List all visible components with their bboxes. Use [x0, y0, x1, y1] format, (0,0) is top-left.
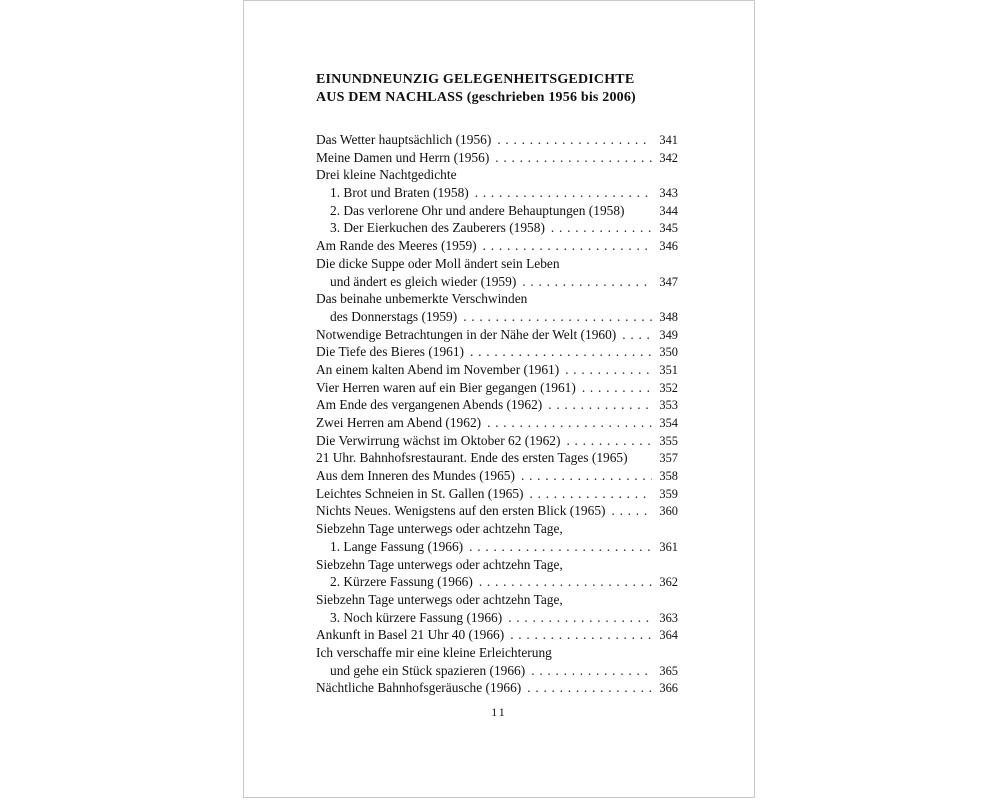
toc-entry-page: 350 [659, 345, 678, 360]
toc-entry [316, 343, 678, 361]
toc-entry-page: 345 [659, 221, 678, 236]
toc-entry-title: 3. Der Eierkuchen des Zauberers (1958) [330, 220, 545, 236]
toc-dot-leader [481, 414, 652, 432]
toc-dot-leader [542, 396, 652, 414]
toc-entry-title: 2. Das verlorene Ohr und andere Behauptungen (1958) [330, 202, 625, 218]
toc-dot-leader [525, 662, 652, 680]
toc-entry [316, 308, 678, 326]
page-content [316, 71, 678, 697]
toc-entry-title: Nichts Neues. Wenigstens auf den ersten Blick (1965) [316, 503, 606, 519]
toc-entry [316, 361, 678, 379]
toc-entry-page: 364 [659, 628, 678, 643]
toc-entry [316, 662, 678, 680]
toc-entry-title: Das Wetter hauptsächlich (1956) [316, 132, 492, 147]
toc-entry-title: Notwendige Betrachtungen in der Nähe der Welt (1960) [316, 326, 617, 342]
toc-entry [316, 626, 678, 644]
toc-dot-leader [524, 485, 652, 503]
section-heading-line-1: EINUNDNEUNZIG GELEGENHEITSGEDICHTE [316, 72, 635, 87]
toc-entry [316, 326, 678, 344]
toc-entry [316, 591, 678, 609]
toc-entry-page: 349 [659, 327, 678, 342]
toc-dot-leader [560, 432, 652, 450]
toc-entry-title: Aus dem Inneren des Mundes (1965) [316, 468, 515, 484]
toc-entry [316, 184, 678, 202]
toc-dot-leader [491, 131, 652, 149]
toc-entry [316, 255, 678, 273]
toc-dot-leader [469, 184, 652, 202]
toc-entry-page: 355 [659, 433, 678, 448]
toc-dot-leader [515, 467, 652, 485]
toc-dot-leader [521, 679, 652, 697]
toc-entry-title: Das beinahe unbemerkte Verschwinden [316, 291, 528, 307]
toc-entry [316, 432, 678, 450]
toc-entry-title: Zwei Herren am Abend (1962) [316, 415, 482, 430]
toc-entry [316, 273, 678, 291]
toc-entry [316, 290, 678, 308]
toc-entry-page: 362 [659, 575, 678, 590]
toc-dot-leader [616, 326, 652, 344]
toc-entry-title: Meine Damen und Herrn (1956) [316, 149, 490, 165]
toc-entry-page: 360 [659, 504, 678, 519]
section-heading-line-2: AUS DEM NACHLASS (geschrieben 1956 bis 2006) [316, 90, 636, 105]
toc-dot-leader [477, 237, 652, 255]
toc-entry [316, 237, 678, 255]
toc-entry-page: 344 [659, 203, 678, 218]
toc-entry-page: 359 [659, 486, 678, 501]
book-page [243, 0, 755, 798]
toc-entry-title: und ändert es gleich wieder (1959) [330, 273, 517, 289]
toc-entry [316, 609, 678, 627]
toc-entry-title: Am Ende des vergangenen Abends (1962) [316, 397, 543, 413]
toc-entry-title: 21 Uhr. Bahnhofsrestaurant. Ende des ersten Tages (1965) [316, 450, 628, 466]
toc-entry [316, 202, 678, 220]
toc-entry-page: 346 [659, 239, 678, 254]
toc-entry [316, 149, 678, 167]
toc-entry-title: Die Tiefe des Bieres (1961) [316, 344, 465, 360]
toc-entry-page: 341 [659, 133, 678, 147]
toc-entry-page: 357 [659, 451, 678, 466]
toc-entry-title: Ankunft in Basel 21 Uhr 40 (1966) [316, 627, 505, 643]
toc-entry [316, 485, 678, 503]
toc-entry-page: 358 [659, 469, 678, 484]
toc-entry-page: 352 [659, 380, 678, 395]
toc-entry-title: An einem kalten Abend im November (1961) [316, 361, 560, 377]
toc-dot-leader [464, 343, 652, 361]
toc-entry-page: 366 [659, 681, 678, 696]
toc-entry-title: des Donnerstags (1959) [330, 308, 458, 324]
toc-dot-leader [502, 609, 652, 627]
toc-entry [316, 502, 678, 520]
toc-entry-title: Siebzehn Tage unterwegs oder achtzehn Tage, [316, 521, 563, 537]
toc-entry [316, 644, 678, 662]
toc-entry-page: 347 [659, 274, 678, 289]
toc-entry [316, 449, 678, 467]
toc-entry [316, 131, 678, 149]
toc-entry-title: Leichtes Schneien in St. Gallen (1965) [316, 485, 524, 501]
toc-dot-leader [489, 149, 652, 167]
page-number: 11 [491, 705, 507, 719]
toc-entry-title: 1. Brot und Braten (1958) [330, 185, 469, 201]
toc-entry-page: 353 [659, 398, 678, 413]
toc-dot-leader [504, 626, 652, 644]
toc-entry-page: 351 [659, 362, 678, 377]
toc-entry-title: und gehe ein Stück spazieren (1966) [330, 662, 526, 678]
toc-entry [316, 414, 678, 432]
toc-entry [316, 679, 678, 697]
toc-entry-page: 342 [659, 150, 678, 165]
toc-dot-leader [605, 502, 652, 520]
toc-entry [316, 573, 678, 591]
table-of-contents [316, 131, 678, 697]
toc-entry-title: Drei kleine Nachtgedichte [316, 167, 457, 183]
toc-entry-title: Die dicke Suppe oder Moll ändert sein Leben [316, 255, 560, 271]
toc-entry-page: 363 [659, 610, 678, 625]
toc-dot-leader [516, 273, 652, 291]
toc-entry [316, 396, 678, 414]
toc-entry-page: 365 [659, 663, 678, 678]
toc-entry-title: Siebzehn Tage unterwegs oder achtzehn Tage, [316, 591, 563, 607]
toc-entry-page: 348 [659, 309, 678, 324]
toc-entry [316, 166, 678, 184]
toc-entry-title: 3. Noch kürzere Fassung (1966) [330, 609, 503, 625]
toc-entry [316, 538, 678, 556]
toc-entry [316, 520, 678, 538]
toc-dot-leader [559, 361, 652, 379]
toc-dot-leader [463, 538, 652, 556]
toc-entry-page: 354 [659, 416, 678, 430]
toc-dot-leader [576, 379, 652, 397]
toc-entry [316, 556, 678, 574]
toc-entry-title: Ich verschaffe mir eine kleine Erleichterung [316, 644, 552, 660]
toc-dot-leader [473, 573, 652, 591]
toc-entry-title: 2. Kürzere Fassung (1966) [330, 574, 473, 590]
toc-entry-title: 1. Lange Fassung (1966) [330, 538, 464, 554]
toc-entry-title: Vier Herren waren auf ein Bier gegangen (1961) [316, 379, 576, 395]
toc-entry-title: Die Verwirrung wächst im Oktober 62 (1962) [316, 432, 561, 448]
toc-entry [316, 219, 678, 237]
toc-entry [316, 379, 678, 397]
section-heading [316, 71, 678, 107]
toc-entry [316, 467, 678, 485]
toc-dot-leader [457, 308, 652, 326]
toc-entry-page: 361 [659, 539, 678, 554]
toc-entry-page: 343 [659, 186, 678, 201]
toc-entry-title: Am Rande des Meeres (1959) [316, 238, 477, 254]
toc-dot-leader [545, 219, 652, 237]
toc-entry-title: Nächtliche Bahnhofsgeräusche (1966) [316, 680, 522, 696]
toc-entry-title: Siebzehn Tage unterwegs oder achtzehn Tage, [316, 556, 563, 572]
